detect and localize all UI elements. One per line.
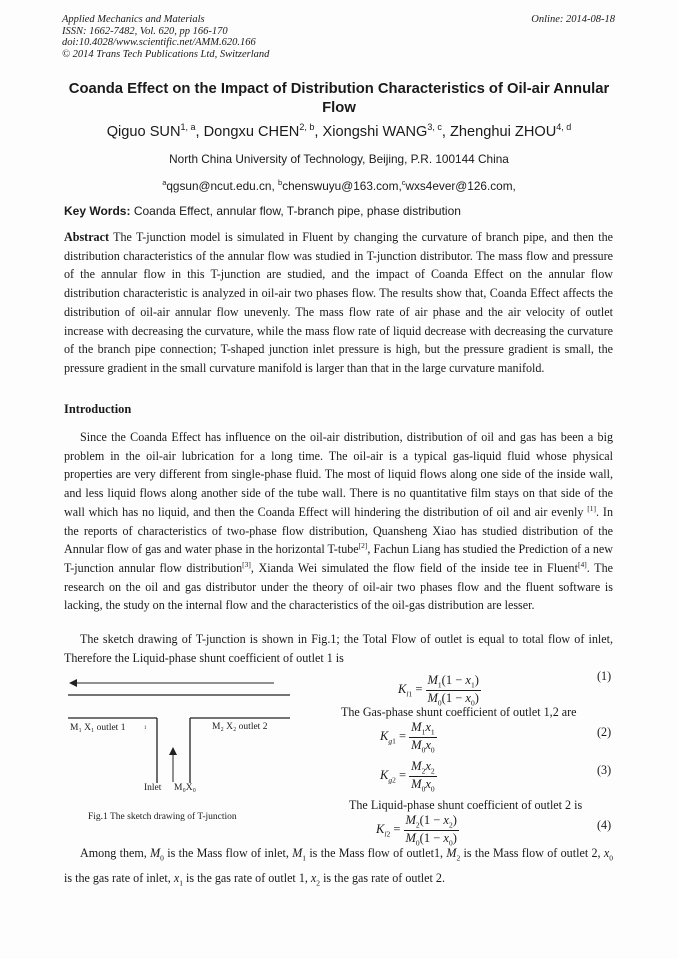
keywords (64, 204, 461, 218)
equation-4: $K_{l2}$ = $\frac{M_2(1 - x_2)}{M_0(1 - x_0)}$ (376, 813, 457, 847)
liquid-shunt-text: The Liquid-phase shunt coefficient of outlet 2 is (349, 798, 583, 812)
author-sup: 4, d (556, 122, 572, 132)
copyright: © 2014 Trans Tech Publications Ltd, Switzerland (62, 48, 270, 60)
equation-2: $K_{g1}$ = $\frac{M_1x_1}{M_0x_0}$ (380, 720, 435, 754)
intro-text: , Fachun Liang has studied the Prediction of a new T-junction annular flow distribution (64, 542, 613, 575)
email-list (60, 178, 618, 193)
email-address: wxs4ever@126.com, (405, 178, 516, 193)
email-address: chenswuyu@163.com, (282, 178, 402, 193)
figure-caption: Fig.1 The sketch drawing of T-junction (88, 812, 237, 822)
online-date: Online: 2014-08-18 (531, 14, 615, 25)
body-text: is the Mass flow of outlet 2, (460, 846, 604, 860)
intro-paragraph-1 (64, 428, 613, 615)
issn: ISSN: 1662-7482, Vol. 620, pp 166-170 (62, 25, 228, 37)
intro-paragraph-2: The sketch drawing of T-junction is shown in Fig.1; the Total Flow of outlet is equal to total flow of inlet, Therefore the Liquid-phase shunt coefficient of outlet 1 is (64, 632, 613, 665)
equation-number: (4) (597, 818, 612, 832)
gas-shunt-text: The Gas-phase shunt coefficient of outlet 1,2 are (341, 705, 577, 719)
abstract-label: Abstract (64, 230, 110, 244)
equation-number: (3) (597, 763, 612, 777)
journal-name: Applied Mechanics and Materials (62, 14, 205, 25)
intro-text: . The research on the oil and gas distributor under the theory of oil-air two phases flow and the fluent software is lacking, the study on the internal flow and the characteristics of the oil-gas distribution are lesser. (64, 560, 613, 613)
outlet-1-label: M₁ X₁ outlet 1 (70, 723, 126, 733)
t-junction-figure (62, 668, 352, 826)
body-text: Among them, (80, 846, 151, 860)
affiliation: North China University of Technology, Beijing, P.R. 100144 China (169, 152, 509, 166)
variables-paragraph: Among them, $M_0$ is the Mass flow of inlet, $M_1$ is the Mass flow of outlet1, $M_2$ is the Mass flow of outlet 2, $x_0$ is the gas rate of inlet, $x_1$ is the gas rate of outlet 1, $x_2$ is the gas rate of outlet 2. (64, 846, 613, 888)
author-name: Zhenghui ZHOU (450, 123, 557, 140)
intro-text: , Xianda Wei simulated the flow field of the inside tee in Fluent (250, 560, 578, 575)
author-name: Dongxu CHEN (203, 123, 300, 140)
email-sup: b (278, 178, 283, 187)
inlet-vars: M₀X₀ (174, 783, 196, 793)
t-junction-sketch (62, 668, 352, 808)
author-name: Qiguo SUN (106, 123, 181, 140)
citation-ref: [2] (358, 541, 368, 551)
journal-header (62, 14, 269, 60)
outlet-2-label: M₂ X₂ outlet 2 (212, 722, 268, 732)
citation-ref: [4] (577, 559, 587, 569)
citation-ref: [1] (587, 503, 597, 513)
body-text: is the gas rate of inlet, (64, 871, 174, 886)
paper-title: Coanda Effect on the Impact of Distribution Characteristics of Oil-air Annular Flow (68, 81, 610, 116)
equation-number: (1) (597, 669, 612, 683)
small-mark: 1 (144, 726, 147, 731)
intro-text: Since the Coanda Effect has influence on the oil-air distribution, distribution of oil and gas has been a big problem in the oil-air lubrication for a long time. The oil-air is a typical gas-liquid fluid whose physical properties are very different from single-phase fluid. The most of liquid flows along one side of the inside wall, and less liquid flows along another side of the tube wall. There is no quantitative film stays on that side of the wall which has no liquid, and then the Coanda Effect will hindering the distribution of oil and air evenly (64, 430, 613, 519)
body-text: is the Mass flow of inlet, (163, 846, 293, 860)
email-sup: c (401, 178, 406, 187)
equation-1: $K_{l1}$ = $\frac{M_1(1 - x_1)}{M_0(1 - x_0)}$ (398, 673, 479, 707)
author-name: Xiongshi WANG (322, 123, 428, 140)
body-text: is the Mass flow of outlet1, (306, 846, 447, 860)
email-address: qgsun@ncut.edu.cn, (166, 178, 275, 193)
citation-ref: [3] (242, 559, 251, 569)
author-sup: 3, c (427, 122, 442, 132)
doi: doi:10.4028/www.scientific.net/AMM.620.166 (62, 37, 256, 48)
author-sup: 1, a (180, 122, 196, 132)
inlet-label: Inlet (144, 783, 162, 793)
keywords-label: Key Words: (64, 204, 131, 218)
equation-number: (2) (597, 725, 612, 739)
keywords-text: Coanda Effect, annular flow, T-branch pipe, phase distribution (133, 204, 461, 218)
body-text: is the gas rate of outlet 2. (320, 871, 445, 886)
intro-text: . In the reports of characteristics of two-phase flow distribution, Quansheng Xiao has studied distribution of the Annular flow of gas and water phase in the horizontal T-tube (64, 504, 613, 557)
equation-3: $K_{g2}$ = $\frac{M_2x_2}{M_0x_0}$ (380, 759, 435, 793)
section-heading-introduction: Introduction (64, 402, 132, 416)
author-sup: 2, b (299, 122, 315, 132)
body-text: is the gas rate of outlet 1, (182, 871, 311, 886)
abstract-text: The T-junction model is simulated in Fluent by changing the curvature of branch pipe, and then the distribution characteristics of the annular flow was studied in T-junction distributor. The mass flow and pressure of the annular flow in this T-junction are studied, and the impact of Coanda Effect on the annular flow distribution characteristic is analyzed in oil-air two phases flow. The results show that, Coanda Effect affects the distribution of oil-air annular flow unevenly. The mass flow rate of air phase and the air velocity of outlet increase with decreasing the curvature, while the mass flow rate of liquid decrease with decreasing the curvature of the branch pipe connection; T-shaped junction inlet pressure is high, but the pressure gradient is small, the pressure gradient in the small curvature manifold is larger than that in the large curvature manifold. (64, 230, 613, 375)
author-list: Qiguo SUN$^{1, a}$, Dongxu CHEN$^{2, b}$, Xiongshi WANG$^{3, c}$, Zhenghui ZHOU$^{4, d}$ (106, 122, 572, 140)
abstract (64, 228, 613, 378)
email-sup: a (162, 178, 167, 187)
